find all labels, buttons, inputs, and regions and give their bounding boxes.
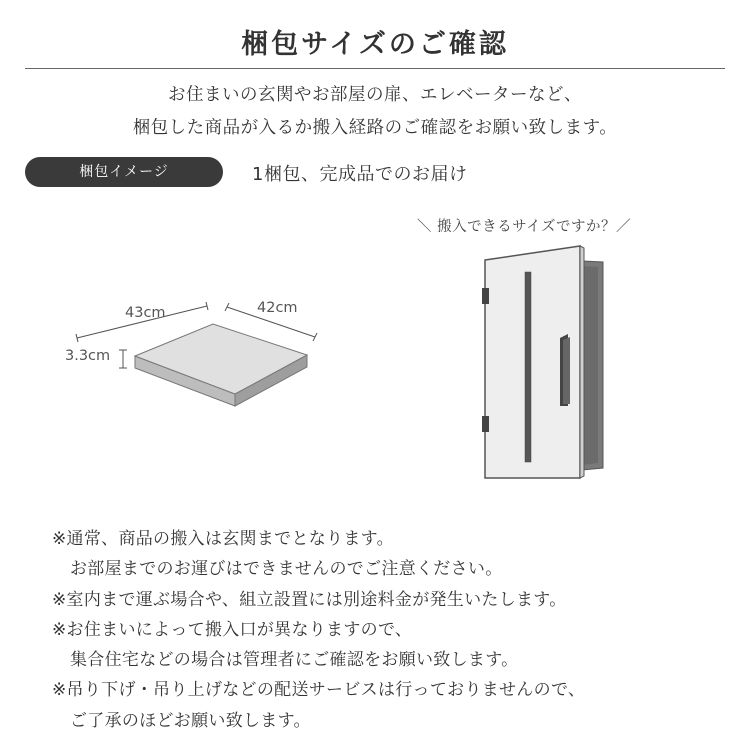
intro-line-1: お住まいの玄関やお部屋の扉、エレベーターなど、 [168, 85, 582, 105]
note-line-5: 集合住宅などの場合は管理者にご確認をお願い致します。 [70, 650, 519, 671]
door-illustration [405, 210, 705, 490]
box-depth-label: 42cm [257, 300, 298, 316]
note-line-4: ※お住まいによって搬入口が異なりますので、 [52, 619, 413, 640]
note-line-1: ※通常、商品の搬入は玄関までとなります。 [52, 529, 394, 549]
note-line-3: ※室内まで運ぶ場合や、組立設置には別途料金が発生いたします。 [52, 589, 567, 610]
note-line-7: ご了承のほどお願い致します。 [70, 710, 311, 731]
note-line-2: お部屋までのお運びはできませんのでご注意ください。 [70, 559, 503, 580]
door-svg [405, 210, 705, 490]
title-divider [25, 68, 725, 69]
page-title: 梱包サイズのご確認 [241, 29, 509, 60]
note-line-6: ※吊り下げ・吊り上げなどの配送サービスは行っておりませんので、 [52, 680, 586, 701]
intro-line-2: 梱包した商品が入るか搬入経路のご確認をお願い致します。 [132, 118, 618, 138]
box-width-label: 43cm [125, 305, 166, 321]
package-box-illustration [55, 290, 345, 410]
notes-list [52, 524, 742, 736]
door-size-question: ＼ 搬入できるサイズですか？／ [417, 219, 631, 235]
package-image-badge: 梱包イメージ [25, 157, 223, 187]
package-note: 1梱包、完成品でのお届け [252, 164, 468, 185]
box-height-label: 3.3cm [65, 348, 111, 364]
